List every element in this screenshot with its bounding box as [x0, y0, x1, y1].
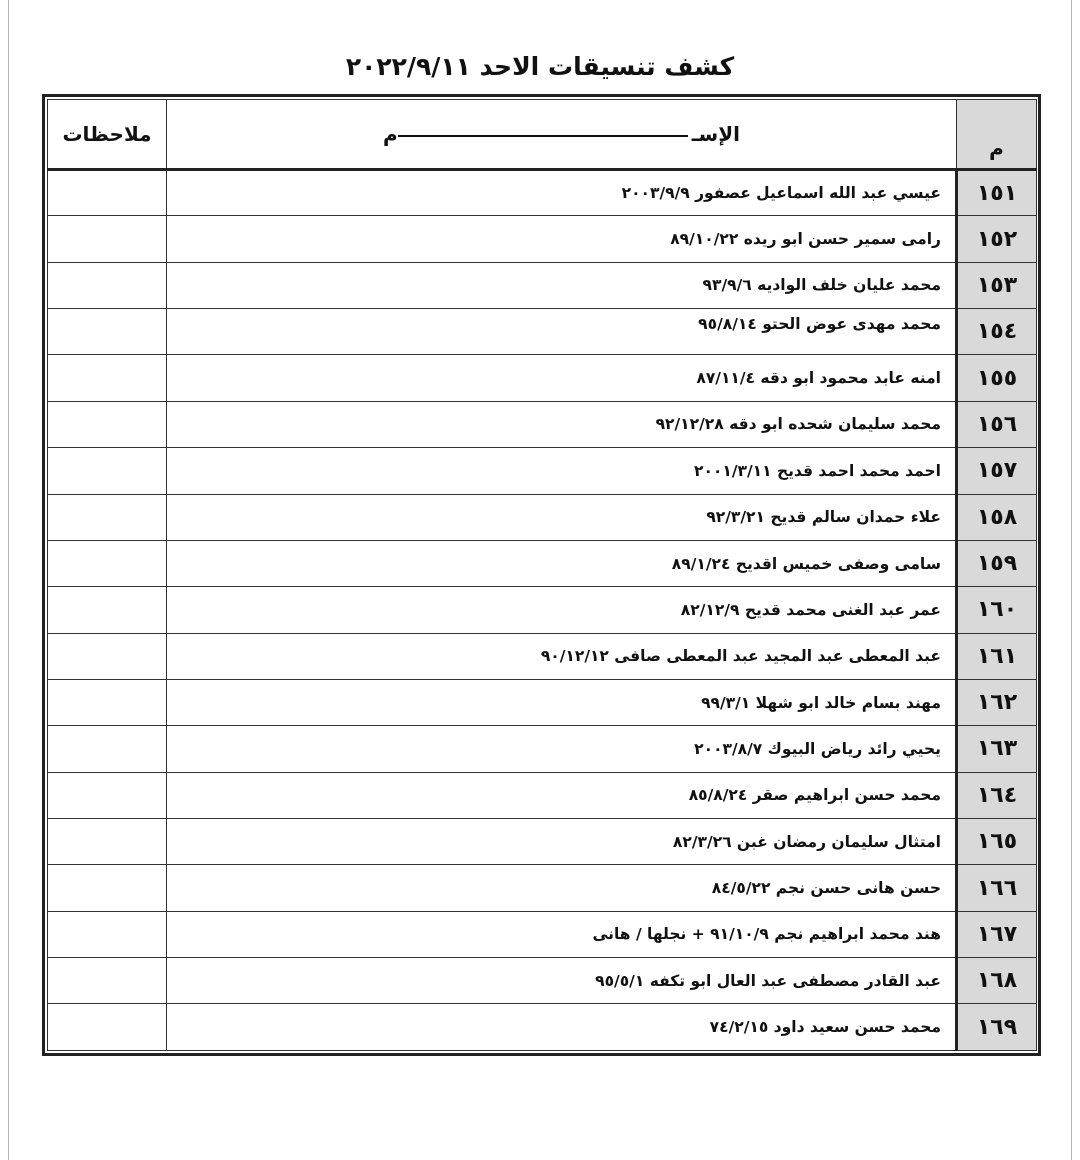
row-name: عبد القادر مصطفى عبد العال ابو تكفه ٩٥/٥/١ — [167, 958, 957, 1004]
row-number: ١٦٧ — [957, 911, 1037, 957]
row-name: محمد حسن ابراهيم صقر ٨٥/٨/٢٤ — [167, 772, 957, 818]
row-number: ١٦٣ — [957, 726, 1037, 772]
row-number: ١٥٩ — [957, 540, 1037, 586]
table-row — [48, 726, 1037, 772]
row-name: محمد عليان خلف الواديه ٩٣/٩/٦ — [167, 262, 957, 308]
row-number: ١٥١ — [957, 170, 1037, 216]
table-row — [48, 494, 1037, 540]
table-row — [48, 958, 1037, 1004]
table-row — [48, 540, 1037, 586]
row-number: ١٦٤ — [957, 772, 1037, 818]
table-row — [48, 216, 1037, 262]
row-notes — [48, 865, 167, 911]
row-number: ١٦٨ — [957, 958, 1037, 1004]
row-notes — [48, 494, 167, 540]
row-number: ١٦٢ — [957, 679, 1037, 725]
list-table-frame — [42, 94, 1041, 1056]
row-notes — [48, 216, 167, 262]
row-number: ١٥٦ — [957, 401, 1037, 447]
table-row — [48, 309, 1037, 355]
header-name-end: م — [383, 122, 398, 146]
row-number: ١٦١ — [957, 633, 1037, 679]
row-notes — [48, 540, 167, 586]
row-number: ١٥٧ — [957, 448, 1037, 494]
header-name — [167, 100, 957, 170]
row-notes — [48, 633, 167, 679]
table-row — [48, 1004, 1037, 1051]
row-name: امنه عابد محمود ابو دقه ٨٧/١١/٤ — [167, 355, 957, 401]
row-name: رامى سمير حسن ابو ريده ٨٩/١٠/٢٢ — [167, 216, 957, 262]
row-notes — [48, 170, 167, 216]
page-title: كشف تنسيقات الاحد ٢٠٢٢/٩/١١ — [345, 52, 735, 81]
table-row — [48, 911, 1037, 957]
header-name-underline — [398, 135, 688, 137]
row-name: عيسي عبد الله اسماعيل عصفور ٢٠٠٣/٩/٩ — [167, 170, 957, 216]
row-notes — [48, 355, 167, 401]
row-notes — [48, 819, 167, 865]
row-name: علاء حمدان سالم قديح ٩٢/٣/٢١ — [167, 494, 957, 540]
row-notes — [48, 726, 167, 772]
row-name: سامى وصفى خميس اقديح ٨٩/١/٢٤ — [167, 540, 957, 586]
table-row — [48, 865, 1037, 911]
table-row — [48, 448, 1037, 494]
row-name: امتثال سليمان رمضان غبن ٨٢/٣/٢٦ — [167, 819, 957, 865]
row-notes — [48, 772, 167, 818]
row-notes — [48, 309, 167, 355]
table-body — [48, 170, 1037, 1051]
table-row — [48, 679, 1037, 725]
table-row — [48, 772, 1037, 818]
header-number: م — [957, 100, 1037, 170]
row-notes — [48, 679, 167, 725]
row-notes — [48, 1004, 167, 1051]
row-notes — [48, 448, 167, 494]
table-row — [48, 170, 1037, 216]
table-row — [48, 819, 1037, 865]
row-notes — [48, 587, 167, 633]
row-number: ١٦٩ — [957, 1004, 1037, 1051]
table-row — [48, 262, 1037, 308]
header-name-text: الإسـ — [691, 122, 740, 146]
row-name: مهند بسام خالد ابو شهلا ٩٩/٣/١ — [167, 679, 957, 725]
row-number: ١٦٦ — [957, 865, 1037, 911]
row-number: ١٥٥ — [957, 355, 1037, 401]
row-name: محمد سليمان شحده ابو دقه ٩٢/١٢/٢٨ — [167, 401, 957, 447]
row-number: ١٥٣ — [957, 262, 1037, 308]
row-name: محمد حسن سعيد داود ٧٤/٢/١٥ — [167, 1004, 957, 1051]
list-table — [47, 99, 1037, 1051]
row-name: حسن هانى حسن نجم ٨٤/٥/٢٢ — [167, 865, 957, 911]
header-notes: ملاحظات — [48, 100, 167, 170]
header-name-label — [383, 122, 740, 146]
row-number: ١٥٤ — [957, 309, 1037, 355]
row-notes — [48, 911, 167, 957]
row-notes — [48, 958, 167, 1004]
row-notes — [48, 401, 167, 447]
row-name: عبد المعطى عبد المجيد عبد المعطى صافى ٩٠/١٢/١٢ — [167, 633, 957, 679]
row-name: محمد مهدى عوض الحتو ٩٥/٨/١٤ — [167, 309, 957, 355]
row-name: هند محمد ابراهيم نجم ٩١/١٠/٩ + نجلها / هانى — [167, 911, 957, 957]
table-row — [48, 355, 1037, 401]
row-number: ١٥٨ — [957, 494, 1037, 540]
table-header-row — [48, 100, 1037, 170]
row-number: ١٦٠ — [957, 587, 1037, 633]
row-name: عمر عبد الغنى محمد قديح ٨٢/١٢/٩ — [167, 587, 957, 633]
row-number: ١٥٢ — [957, 216, 1037, 262]
table-row — [48, 633, 1037, 679]
table-row — [48, 587, 1037, 633]
row-notes — [48, 262, 167, 308]
row-name: احمد محمد احمد قديح ٢٠٠١/٣/١١ — [167, 448, 957, 494]
row-name: يحيي رائد رياض البيوك ٢٠٠٣/٨/٧ — [167, 726, 957, 772]
table-row — [48, 401, 1037, 447]
row-number: ١٦٥ — [957, 819, 1037, 865]
